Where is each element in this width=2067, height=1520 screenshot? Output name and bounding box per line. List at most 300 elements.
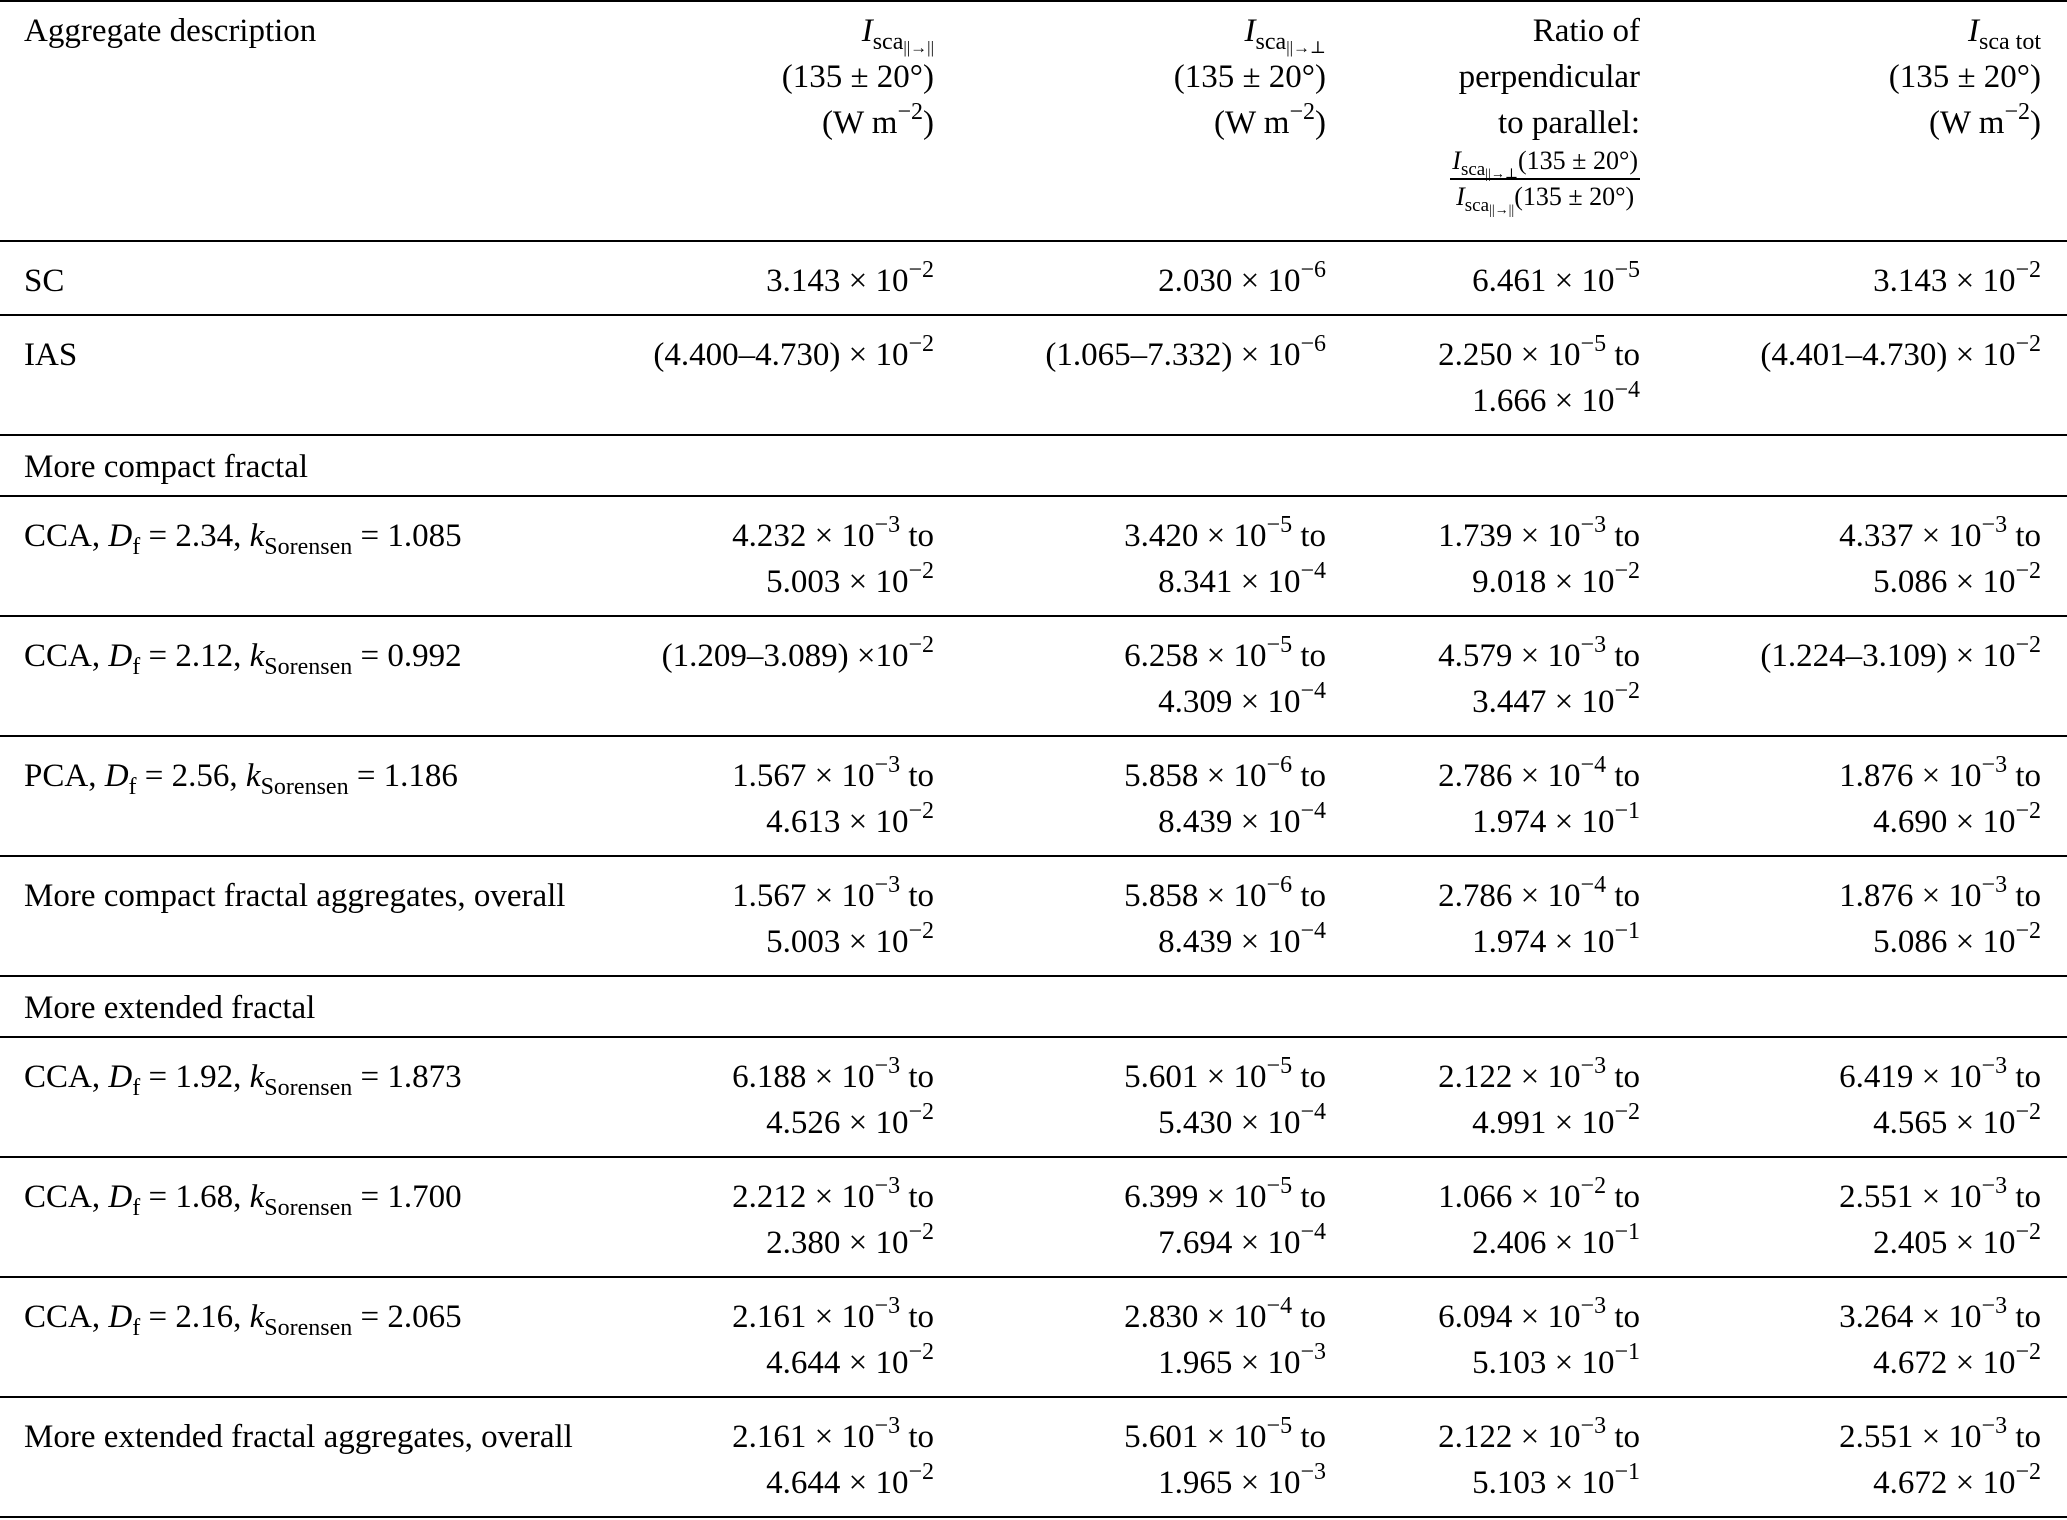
exponent: −3	[1981, 1173, 2008, 1199]
mantissa: 2.786 × 10	[1438, 758, 1581, 794]
exponent: −2	[908, 558, 934, 584]
exponent: −2	[1614, 558, 1640, 584]
value-line	[1370, 1054, 1640, 1100]
value-line	[1680, 753, 2041, 799]
value-cell-c4	[1370, 1277, 1680, 1397]
value-cell-c2	[640, 1157, 1000, 1277]
header-col5-angle: (135 ± 20°)	[1888, 59, 2041, 95]
prefactor-symbol: k	[249, 1299, 265, 1335]
header-col2-symbol-line	[640, 8, 934, 57]
exponent: −2	[908, 1219, 934, 1245]
range-connector: to	[1292, 1419, 1326, 1455]
value-line	[1680, 1294, 2041, 1340]
mantissa: 5.601 × 10	[1124, 1419, 1267, 1455]
header-col3-symbol-line	[1000, 8, 1326, 57]
mantissa: 4.565 × 10	[1873, 1105, 2016, 1141]
value-line	[1680, 559, 2041, 605]
mantissa: 3.420 × 10	[1124, 518, 1267, 554]
denominator-sub	[1465, 195, 1514, 216]
range-connector: to	[1292, 518, 1326, 554]
prefactor-sub: Sorensen	[264, 1195, 353, 1221]
table-row	[0, 241, 2067, 315]
range-connector: to	[1292, 758, 1326, 794]
range-connector: to	[1606, 1059, 1640, 1095]
header-col5-units-exp: −2	[2004, 99, 2030, 125]
value-line	[1370, 679, 1640, 725]
aggregate-description-cell	[0, 856, 640, 976]
header-parallel-intensity	[640, 1, 1000, 241]
value-cell-c4	[1370, 241, 1680, 315]
mantissa: 4.232 × 10	[732, 518, 875, 554]
range-connector: to	[1292, 1059, 1326, 1095]
table-row	[0, 616, 2067, 736]
mantissa: 3.264 × 10	[1839, 1299, 1982, 1335]
range-connector: to	[900, 1179, 934, 1215]
mantissa: 4.526 × 10	[766, 1105, 909, 1141]
exponent: −2	[1580, 1173, 1607, 1199]
mantissa: (4.401–4.730) × 10	[1760, 337, 2016, 373]
aggregate-type: CCA,	[24, 1299, 109, 1335]
fractal-dimension-sub: f	[132, 1315, 141, 1341]
aggregate-description-cell	[0, 241, 640, 315]
mantissa: 4.690 × 10	[1873, 804, 2016, 840]
mantissa: 6.188 × 10	[732, 1059, 875, 1095]
exponent: −2	[2015, 1099, 2041, 1125]
header-col2-units-end: )	[923, 105, 934, 141]
value-line	[1680, 1054, 2041, 1100]
mantissa: 5.103 × 10	[1472, 1465, 1615, 1501]
exponent: −3	[874, 1413, 901, 1439]
exponent: −3	[874, 1293, 901, 1319]
exponent: −6	[1266, 752, 1293, 778]
value-line	[640, 1414, 934, 1460]
mantissa: 8.439 × 10	[1158, 924, 1301, 960]
range-connector: to	[900, 878, 934, 914]
value-line	[1370, 873, 1640, 919]
header-col5-units-end: )	[2030, 105, 2041, 141]
mantissa: 8.341 × 10	[1158, 564, 1301, 600]
value-line	[1370, 1100, 1640, 1146]
denominator-subsub: ||→||	[1489, 203, 1515, 218]
mantissa: 5.003 × 10	[766, 924, 909, 960]
exponent: −2	[2015, 1219, 2041, 1245]
mantissa: 5.086 × 10	[1873, 564, 2016, 600]
header-col4-line2: perpendicular	[1458, 59, 1640, 95]
aggregate-type: CCA,	[24, 518, 109, 554]
value-line	[640, 1100, 934, 1146]
value-line	[1680, 633, 2041, 679]
range-connector: to	[1606, 758, 1640, 794]
exponent: −3	[1580, 1293, 1607, 1319]
value-line	[1000, 1294, 1326, 1340]
prefactor-value: = 2.065	[352, 1299, 462, 1335]
exponent: −1	[1614, 798, 1640, 824]
value-cell-c5	[1680, 616, 2067, 736]
value-line	[640, 1220, 934, 1266]
range-connector: to	[1606, 878, 1640, 914]
header-col5-symbol: I	[1968, 13, 1980, 49]
exponent: −4	[1300, 918, 1326, 944]
header-col3-symbol: I	[1244, 13, 1256, 49]
header-col3-units-main: (W m	[1213, 105, 1290, 141]
mantissa: 2.122 × 10	[1438, 1419, 1581, 1455]
value-line	[1370, 1174, 1640, 1220]
exponent: −3	[1580, 632, 1607, 658]
numerator-sub-text: sca	[1460, 159, 1486, 180]
value-cell-c4	[1370, 1157, 1680, 1277]
range-connector: to	[900, 1419, 934, 1455]
value-line	[1000, 1054, 1326, 1100]
aggregate-type: CCA,	[24, 638, 109, 674]
header-col4-fraction	[1450, 146, 1640, 218]
header-aggregate-description	[0, 1, 640, 241]
value-line	[1680, 1340, 2041, 1386]
aggregate-name: IAS	[24, 337, 78, 373]
aggregate-name: More compact fractal aggregates, overall	[24, 878, 566, 914]
fractal-dimension-value: = 2.12,	[140, 638, 250, 674]
mantissa: 1.974 × 10	[1472, 924, 1615, 960]
header-col1-label: Aggregate description	[24, 13, 317, 49]
exponent: −2	[908, 331, 934, 357]
value-cell-c3	[1000, 1277, 1370, 1397]
mantissa: 2.380 × 10	[766, 1225, 909, 1261]
exponent: −2	[1614, 678, 1640, 704]
denominator-sub-text: sca	[1464, 195, 1490, 216]
value-cell-c3	[1000, 1157, 1370, 1277]
value-line	[640, 753, 934, 799]
value-line	[640, 1460, 934, 1506]
exponent: −2	[908, 1099, 934, 1125]
mantissa: 2.551 × 10	[1839, 1419, 1982, 1455]
exponent: −2	[1614, 1099, 1640, 1125]
mantissa: 3.143 × 10	[1873, 263, 2016, 299]
mantissa: 6.094 × 10	[1438, 1299, 1581, 1335]
exponent: −3	[1580, 1413, 1607, 1439]
range-connector: to	[2007, 878, 2041, 914]
value-cell-c5	[1680, 241, 2067, 315]
value-line	[1000, 1174, 1326, 1220]
mantissa: 2.122 × 10	[1438, 1059, 1581, 1095]
exponent: −2	[2015, 1459, 2041, 1485]
value-line	[1000, 1340, 1326, 1386]
range-connector: to	[1606, 638, 1640, 674]
value-cell-c4	[1370, 616, 1680, 736]
aggregate-type: CCA,	[24, 1179, 109, 1215]
section-title: More compact fractal	[24, 449, 309, 485]
exponent: −1	[1614, 918, 1640, 944]
exponent: −2	[2015, 632, 2041, 658]
header-col4-line1: Ratio of	[1532, 13, 1640, 49]
range-connector: to	[1606, 1179, 1640, 1215]
mantissa: 2.405 × 10	[1873, 1225, 2016, 1261]
mantissa: 5.601 × 10	[1124, 1059, 1267, 1095]
exponent: −4	[1580, 872, 1607, 898]
fractal-dimension-value: = 2.34,	[140, 518, 250, 554]
fractal-dimension-sub: f	[132, 1075, 141, 1101]
numerator-subsub: ||→⊥	[1485, 167, 1519, 182]
mantissa: 2.406 × 10	[1472, 1225, 1615, 1261]
fractal-dimension-sub: f	[132, 654, 141, 680]
mantissa: 5.858 × 10	[1124, 878, 1267, 914]
value-line	[1680, 873, 2041, 919]
aggregate-description-cell	[0, 1157, 640, 1277]
mantissa: 4.579 × 10	[1438, 638, 1581, 674]
header-col3-angle: (135 ± 20°)	[1173, 59, 1326, 95]
value-line	[1680, 1220, 2041, 1266]
value-line	[1000, 799, 1326, 845]
value-line	[1370, 1460, 1640, 1506]
header-col3-units-end: )	[1315, 105, 1326, 141]
value-cell-c5	[1680, 496, 2067, 616]
value-line	[640, 633, 934, 679]
range-connector: to	[900, 1059, 934, 1095]
mantissa: 2.161 × 10	[732, 1299, 875, 1335]
value-cell-c3	[1000, 736, 1370, 856]
table-row	[0, 1277, 2067, 1397]
exponent: −1	[1614, 1459, 1640, 1485]
range-connector: to	[2007, 518, 2041, 554]
prefactor-symbol: k	[249, 1059, 265, 1095]
header-col2-units-main: (W m	[821, 105, 898, 141]
range-connector: to	[1606, 518, 1640, 554]
exponent: −5	[1266, 1053, 1293, 1079]
value-cell-c2	[640, 1037, 1000, 1157]
range-connector: to	[1606, 1419, 1640, 1455]
header-col2-sub	[873, 29, 934, 55]
mantissa: (1.209–3.089) ×10	[661, 638, 909, 674]
header-col3-units-exp: −2	[1289, 99, 1315, 125]
mantissa: 1.739 × 10	[1438, 518, 1581, 554]
value-line	[640, 919, 934, 965]
header-col3-units	[1000, 100, 1326, 146]
value-line	[1370, 559, 1640, 605]
denominator-symbol: I	[1456, 182, 1465, 211]
value-line	[640, 258, 934, 304]
value-line	[1000, 513, 1326, 559]
fractal-dimension-sub: f	[132, 534, 141, 560]
mantissa: 1.876 × 10	[1839, 758, 1982, 794]
exponent: −4	[1300, 798, 1326, 824]
value-cell-c2	[640, 616, 1000, 736]
range-connector: to	[900, 1299, 934, 1335]
value-line	[1370, 1294, 1640, 1340]
mantissa: 4.672 × 10	[1873, 1465, 2016, 1501]
mantissa: 7.694 × 10	[1158, 1225, 1301, 1261]
prefactor-symbol: k	[249, 638, 265, 674]
mantissa: 5.103 × 10	[1472, 1345, 1615, 1381]
value-cell-c3	[1000, 856, 1370, 976]
numerator-angle: (135 ± 20°)	[1518, 146, 1638, 175]
exponent: −2	[2015, 918, 2041, 944]
value-line	[1000, 1100, 1326, 1146]
value-line	[1370, 633, 1640, 679]
value-cell-c3	[1000, 1397, 1370, 1517]
value-cell-c2	[640, 736, 1000, 856]
table-row	[0, 315, 2067, 435]
exponent: −2	[908, 1339, 934, 1365]
mantissa: 1.965 × 10	[1158, 1345, 1301, 1381]
exponent: −5	[1580, 331, 1607, 357]
value-line	[1370, 513, 1640, 559]
range-connector: to	[1292, 1299, 1326, 1335]
exponent: −3	[1981, 872, 2008, 898]
mantissa: 8.439 × 10	[1158, 804, 1301, 840]
value-line	[1680, 332, 2041, 378]
value-cell-c4	[1370, 1397, 1680, 1517]
prefactor-symbol: k	[249, 1179, 265, 1215]
exponent: −4	[1266, 1293, 1293, 1319]
value-cell-c3	[1000, 241, 1370, 315]
exponent: −3	[1981, 752, 2008, 778]
prefactor-value: = 1.085	[352, 518, 462, 554]
header-col2-sub-text: sca	[872, 29, 904, 55]
fractal-dimension-sub: f	[132, 1195, 141, 1221]
value-line	[640, 1174, 934, 1220]
value-cell-c4	[1370, 856, 1680, 976]
range-connector: to	[1292, 1179, 1326, 1215]
value-line	[1680, 1460, 2041, 1506]
header-col4-line3: to parallel:	[1497, 105, 1640, 141]
value-cell-c5	[1680, 1397, 2067, 1517]
aggregate-type: PCA,	[24, 758, 105, 794]
value-line	[1000, 1460, 1326, 1506]
value-line	[1000, 873, 1326, 919]
value-cell-c3	[1000, 315, 1370, 435]
prefactor-value: = 0.992	[352, 638, 462, 674]
header-total-intensity	[1680, 1, 2067, 241]
value-cell-c4	[1370, 1037, 1680, 1157]
mantissa: 6.258 × 10	[1124, 638, 1267, 674]
aggregate-type: CCA,	[24, 1059, 109, 1095]
value-cell-c4	[1370, 496, 1680, 616]
aggregate-description-cell	[0, 496, 640, 616]
section-row	[0, 435, 2067, 496]
mantissa: 1.666 × 10	[1472, 383, 1615, 419]
header-col3-sub	[1256, 29, 1326, 55]
value-cell-c5	[1680, 736, 2067, 856]
table-row	[0, 1037, 2067, 1157]
value-cell-c4	[1370, 736, 1680, 856]
exponent: −3	[1300, 1339, 1326, 1365]
mantissa: 5.086 × 10	[1873, 924, 2016, 960]
aggregate-description-cell	[0, 1277, 640, 1397]
mantissa: 3.447 × 10	[1472, 684, 1615, 720]
value-cell-c4	[1370, 315, 1680, 435]
header-col2-symbol: I	[861, 13, 873, 49]
exponent: −6	[1300, 331, 1326, 357]
header-col4-numerator	[1450, 146, 1640, 180]
mantissa: 4.644 × 10	[766, 1345, 909, 1381]
value-line	[640, 799, 934, 845]
exponent: −4	[1300, 678, 1326, 704]
mantissa: 1.974 × 10	[1472, 804, 1615, 840]
mantissa: 3.143 × 10	[766, 263, 909, 299]
exponent: −3	[1981, 1293, 2008, 1319]
value-line	[1370, 1340, 1640, 1386]
range-connector: to	[2007, 1419, 2041, 1455]
exponent: −2	[2015, 798, 2041, 824]
header-col3-sub-text: sca	[1255, 29, 1287, 55]
mantissa: 2.212 × 10	[732, 1179, 875, 1215]
prefactor-value: = 1.186	[348, 758, 458, 794]
prefactor-sub: Sorensen	[264, 534, 353, 560]
value-line	[1680, 1414, 2041, 1460]
prefactor-sub: Sorensen	[264, 654, 353, 680]
value-line	[640, 1340, 934, 1386]
value-line	[640, 559, 934, 605]
value-line	[1000, 1414, 1326, 1460]
mantissa: 2.786 × 10	[1438, 878, 1581, 914]
numerator-sub	[1461, 159, 1518, 180]
value-line	[1370, 378, 1640, 424]
header-col5-symbol-line	[1680, 8, 2041, 54]
exponent: −5	[1266, 632, 1293, 658]
header-col2-units-exp: −2	[897, 99, 923, 125]
value-line	[1000, 559, 1326, 605]
value-line	[1000, 679, 1326, 725]
value-line	[640, 332, 934, 378]
header-row	[0, 1, 2067, 241]
table-row	[0, 496, 2067, 616]
prefactor-sub: Sorensen	[264, 1315, 353, 1341]
value-cell-c5	[1680, 1157, 2067, 1277]
value-line	[1000, 919, 1326, 965]
mantissa: 1.965 × 10	[1158, 1465, 1301, 1501]
mantissa: (1.224–3.109) × 10	[1760, 638, 2016, 674]
mantissa: 2.830 × 10	[1124, 1299, 1267, 1335]
range-connector: to	[2007, 1059, 2041, 1095]
header-col2-angle: (135 ± 20°)	[781, 59, 934, 95]
value-cell-c2	[640, 1277, 1000, 1397]
value-line	[1370, 332, 1640, 378]
table-body	[0, 241, 2067, 1517]
mantissa: 2.161 × 10	[732, 1419, 875, 1455]
aggregate-name: More extended fractal aggregates, overall	[24, 1419, 573, 1455]
mantissa: 6.419 × 10	[1839, 1059, 1982, 1095]
exponent: −3	[1981, 1413, 2008, 1439]
mantissa: 6.399 × 10	[1124, 1179, 1267, 1215]
value-line	[1000, 753, 1326, 799]
aggregate-description-cell	[0, 1037, 640, 1157]
numerator-symbol: I	[1452, 146, 1461, 175]
exponent: −2	[908, 918, 934, 944]
mantissa: 4.644 × 10	[766, 1465, 909, 1501]
mantissa: 4.613 × 10	[766, 804, 909, 840]
value-line	[1370, 919, 1640, 965]
fractal-dimension-value: = 1.68,	[140, 1179, 250, 1215]
exponent: −3	[874, 512, 901, 538]
header-col5-sub: sca tot	[1979, 29, 2041, 55]
value-line	[1000, 1220, 1326, 1266]
value-cell-c5	[1680, 1277, 2067, 1397]
section-row	[0, 976, 2067, 1037]
exponent: −4	[1300, 558, 1326, 584]
value-cell-c5	[1680, 856, 2067, 976]
value-line	[1680, 513, 2041, 559]
mantissa: 2.030 × 10	[1158, 263, 1301, 299]
exponent: −1	[1614, 1219, 1640, 1245]
exponent: −3	[1580, 512, 1607, 538]
exponent: −2	[908, 257, 934, 283]
value-line	[640, 873, 934, 919]
exponent: −2	[908, 1459, 934, 1485]
mantissa: 1.066 × 10	[1438, 1179, 1581, 1215]
range-connector: to	[1606, 1299, 1640, 1335]
mantissa: (4.400–4.730) × 10	[653, 337, 909, 373]
mantissa: 6.461 × 10	[1472, 263, 1615, 299]
fractal-dimension-sub: f	[128, 774, 137, 800]
exponent: −4	[1300, 1099, 1326, 1125]
